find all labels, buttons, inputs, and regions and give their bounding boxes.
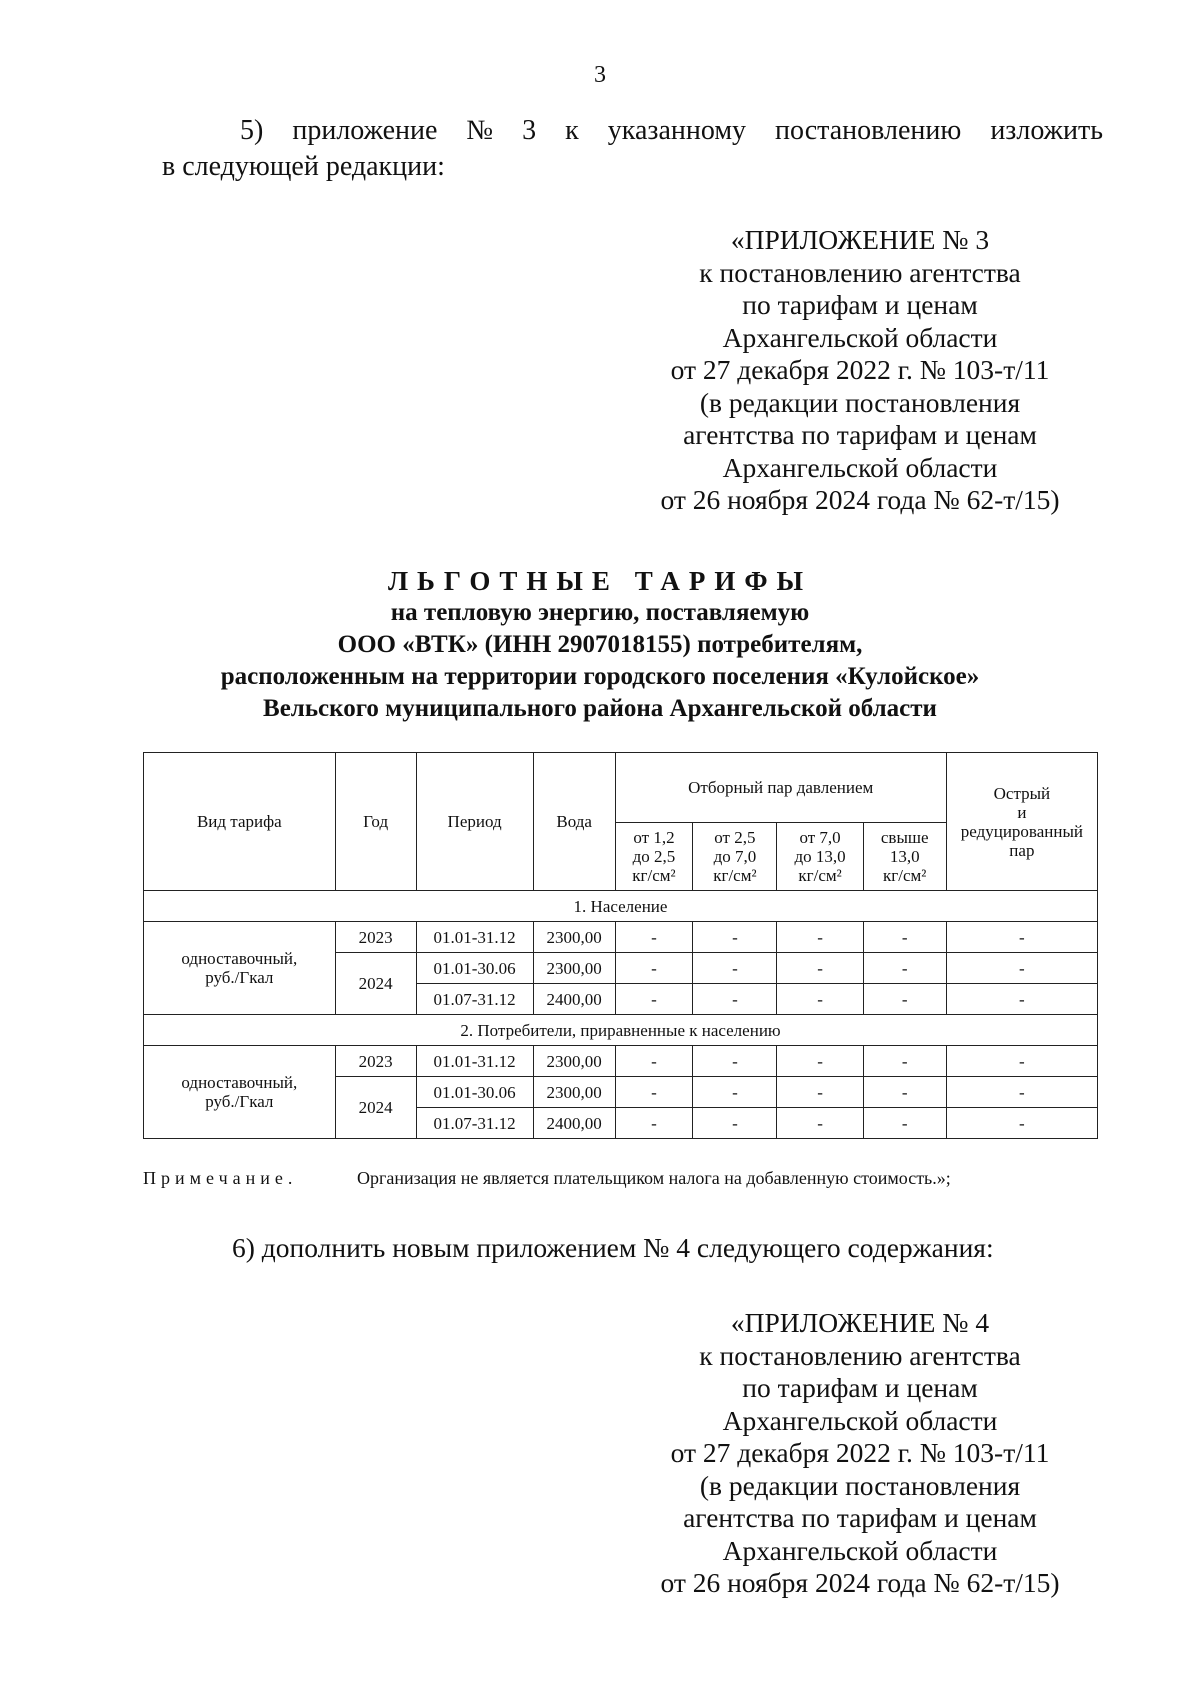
cell-sharp: - [946, 984, 1097, 1015]
cell-period: 01.07-31.12 [416, 984, 533, 1015]
header-steam-col [777, 823, 863, 891]
cell-steam: - [863, 1108, 946, 1139]
header-steam-col [693, 823, 777, 891]
header-line: до 2,5 [632, 847, 676, 866]
appendix-line: Архангельской области [722, 1534, 998, 1566]
paragraph-5-line-2: в следующей редакции: [162, 151, 445, 182]
cell-tariff-type [144, 1046, 336, 1139]
cell-line: руб./Гкал [205, 968, 274, 987]
appendix-line: по тарифам и ценам [742, 1372, 978, 1403]
heading-line: расположенным на территории городского поселения «Кулойское» [220, 663, 980, 690]
cell-sharp: - [946, 1108, 1097, 1139]
appendix-4-header [580, 1307, 1140, 1600]
cell-steam: - [777, 1046, 863, 1077]
cell-steam: - [777, 1108, 863, 1139]
word: постановлению [775, 115, 962, 146]
cell-steam: - [693, 922, 777, 953]
word: приложение [292, 115, 438, 146]
cell-year: 2023 [335, 922, 416, 953]
header-line: редуцированный [960, 821, 1083, 841]
header-tariff-type: Вид тарифа [144, 753, 336, 891]
cell-sharp: - [946, 1046, 1097, 1077]
cell-steam: - [693, 984, 777, 1015]
header-line: 13,0 [889, 847, 920, 866]
word: 5) [240, 115, 264, 146]
word: № [466, 115, 494, 146]
table-note [143, 1168, 1098, 1189]
cell-line: одноставочный, [181, 1073, 298, 1092]
cell-steam: - [777, 1077, 863, 1108]
cell-water: 2300,00 [533, 1077, 615, 1108]
header-line: свыше [880, 828, 929, 847]
appendix-line: (в редакции постановления [699, 386, 1021, 418]
paragraph-5-line-1 [240, 112, 1103, 150]
cell-water: 2400,00 [533, 984, 615, 1015]
cell-sharp: - [946, 1077, 1097, 1108]
appendix-line: от 27 декабря 2022 г. № 103-т/11 [670, 354, 1050, 385]
cell-steam: - [777, 953, 863, 984]
cell-steam: - [863, 984, 946, 1015]
appendix-line: Архангельской области [722, 451, 998, 483]
cell-year: 2024 [335, 953, 416, 1015]
cell-water: 2300,00 [533, 953, 615, 984]
header-line: до 7,0 [713, 847, 757, 866]
header-line: от 2,5 [714, 828, 756, 847]
page-number: 3 [594, 62, 606, 88]
cell-steam: - [777, 984, 863, 1015]
word: к [565, 115, 579, 146]
header-line: до 13,0 [794, 847, 846, 866]
word: 3 [522, 115, 537, 146]
cell-steam: - [863, 922, 946, 953]
header-period: Период [416, 753, 533, 891]
cell-year: 2023 [335, 1046, 416, 1077]
cell-steam: - [615, 953, 693, 984]
header-steam-col [863, 823, 946, 891]
appendix-line: «ПРИЛОЖЕНИЕ № 3 [730, 224, 990, 255]
appendix-line: от 26 ноября 2024 года № 62-т/15) [660, 1567, 1060, 1598]
header-line: Острый [993, 783, 1051, 803]
appendix-line: агентства по тарифам и ценам [683, 1502, 1037, 1533]
cell-sharp: - [946, 953, 1097, 984]
cell-period: 01.01-30.06 [416, 953, 533, 984]
cell-period: 01.01-31.12 [416, 1046, 533, 1077]
document-heading [0, 565, 1200, 725]
paragraph-6: 6) дополнить новым приложением № 4 следующего содержания: [232, 1232, 994, 1263]
cell-period: 01.01-31.12 [416, 922, 533, 953]
cell-steam: - [693, 953, 777, 984]
heading-line: Вельского муниципального района Архангельской области [263, 695, 937, 722]
cell-steam: - [863, 1046, 946, 1077]
header-line: и [1017, 802, 1027, 822]
appendix-3-header [580, 224, 1140, 517]
appendix-line: Архангельской области [722, 321, 998, 353]
cell-tariff-type [144, 922, 336, 1015]
cell-steam: - [615, 1077, 693, 1108]
section-title: 2. Потребители, приравненные к населению [144, 1015, 1098, 1046]
cell-steam: - [777, 922, 863, 953]
cell-period: 01.07-31.12 [416, 1108, 533, 1139]
word: указанному [607, 115, 747, 146]
appendix-line: по тарифам и ценам [742, 289, 978, 320]
cell-sharp: - [946, 922, 1097, 953]
cell-line: руб./Гкал [205, 1092, 274, 1111]
appendix-line: от 26 ноября 2024 года № 62-т/15) [660, 484, 1060, 515]
cell-steam: - [693, 1046, 777, 1077]
cell-steam: - [615, 1046, 693, 1077]
appendix-line: к постановлению агентства [699, 256, 1021, 288]
table-row [144, 1046, 1098, 1077]
heading-line: ООО «ВТК» (ИНН 2907018155) потребителям, [337, 631, 863, 658]
cell-water: 2300,00 [533, 922, 615, 953]
appendix-line: «ПРИЛОЖЕНИЕ № 4 [730, 1307, 990, 1338]
cell-steam: - [863, 1077, 946, 1108]
header-year: Год [335, 753, 416, 891]
cell-year: 2024 [335, 1077, 416, 1139]
cell-water: 2300,00 [533, 1046, 615, 1077]
header-line: кг/см² [632, 866, 676, 885]
cell-steam: - [615, 922, 693, 953]
header-line: кг/см² [798, 866, 842, 885]
header-water: Вода [533, 753, 615, 891]
cell-line: одноставочный, [181, 949, 298, 968]
tariffs-table [143, 752, 1098, 1139]
heading-line: на тепловую энергию, поставляемую [390, 599, 810, 626]
header-line: кг/см² [883, 866, 927, 885]
word: изложить [990, 115, 1103, 146]
heading-title: ЛЬГОТНЫЕ ТАРИФЫ [387, 566, 813, 596]
table-row [144, 922, 1098, 953]
appendix-line: агентства по тарифам и ценам [683, 419, 1037, 450]
appendix-line: Архангельской области [722, 1404, 998, 1436]
header-line: от 1,2 [633, 828, 675, 847]
header-sharp-steam [946, 753, 1097, 891]
cell-steam: - [863, 953, 946, 984]
header-steam-group: Отборный пар давлением [615, 753, 946, 823]
note-text: Организация не является плательщиком налога на добавленную стоимость.»; [357, 1168, 951, 1188]
cell-steam: - [615, 984, 693, 1015]
appendix-line: (в редакции постановления [699, 1469, 1021, 1501]
header-line: кг/см² [713, 866, 757, 885]
cell-water: 2400,00 [533, 1108, 615, 1139]
section-title: 1. Население [144, 891, 1098, 922]
header-line: пар [1009, 840, 1035, 860]
appendix-line: от 27 декабря 2022 г. № 103-т/11 [670, 1437, 1050, 1468]
cell-period: 01.01-30.06 [416, 1077, 533, 1108]
appendix-line: к постановлению агентства [699, 1339, 1021, 1371]
header-steam-col [615, 823, 693, 891]
note-label: Примечание. [143, 1168, 298, 1188]
cell-steam: - [693, 1077, 777, 1108]
cell-steam: - [693, 1108, 777, 1139]
header-line: от 7,0 [799, 828, 841, 847]
cell-steam: - [615, 1108, 693, 1139]
